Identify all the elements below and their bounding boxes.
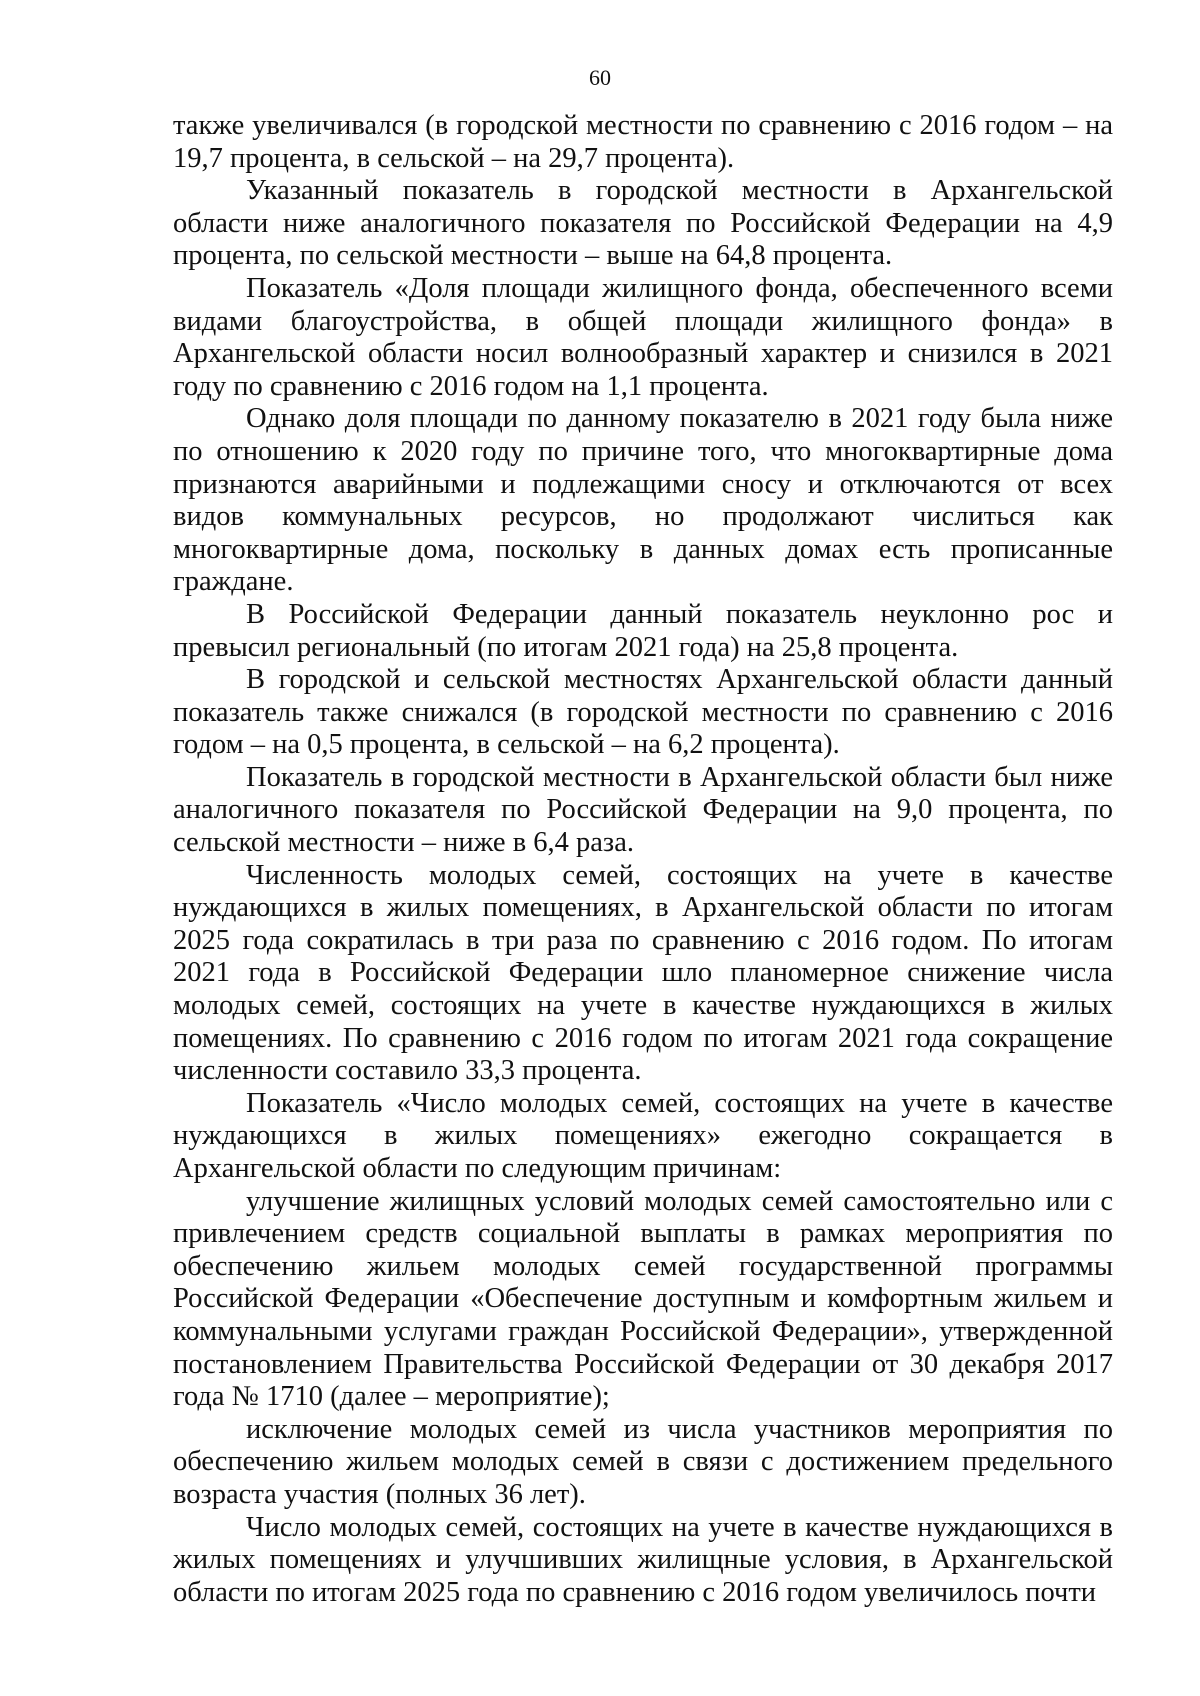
page-number: 60 [589,65,611,90]
paragraph: Численность молодых семей, состоящих на учете в качестве нуждающихся в жилых помещениях, в Архангельской области по итогам 2025 года сократилась в три раза по сравнению с 2016 годом. По итогам 2021 года в Российской Федерации шло планомерное снижение числа молодых семей, состоящих на учете в качестве нуждающихся в жилых помещениях. По сравнению с 2016 годом по итогам 2021 года сокращение численности составило 33,3 процента. [173,859,1113,1087]
document-body [173,110,1113,1609]
list-item: исключение молодых семей из числа участников мероприятия по обеспечению жильем молодых семей в связи с достижением предельного возраста участия (полных 36 лет). [173,1413,1113,1510]
paragraph: также увеличивался (в городской местности по сравнению с 2016 годом – на 19,7 процента, в сельской – на 29,7 процента). [173,110,1113,174]
paragraph: В Российской Федерации данный показатель неуклонно рос и превысил региональный (по итогам 2021 года) на 25,8 процента. [173,598,1113,663]
paragraph: Число молодых семей, состоящих на учете в качестве нуждающихся в жилых помещениях и улучшивших жилищные условия, в Архангельской области по итогам 2025 года по сравнению с 2016 годом увеличилось почти [173,1511,1113,1608]
paragraph: Показатель «Доля площади жилищного фонда, обеспеченного всеми видами благоустройства, в общей площади жилищного фонда» в Архангельской области носил волнообразный характер и снизился в 2021 году по сравнению с 2016 годом на 1,1 процента. [173,272,1113,402]
paragraph: Однако доля площади по данному показателю в 2021 году была ниже по отношению к 2020 году по причине того, что многоквартирные дома признаются аварийными и подлежащими сносу и отключаются от всех видов коммунальных ресурсов, но продолжают числиться как многоквартирные дома, поскольку в данных домах есть прописанные граждане. [173,403,1113,598]
paragraph: В городской и сельской местностях Архангельской области данный показатель также снижался (в городской местности по сравнению с 2016 годом – на 0,5 процента, в сельской – на 6,2 процента). [173,664,1113,761]
paragraph: Показатель «Число молодых семей, состоящих на учете в качестве нуждающихся в жилых помещениях» ежегодно сокращается в Архангельской области по следующим причинам: [173,1087,1113,1184]
paragraph: Показатель в городской местности в Архангельской области был ниже аналогичного показателя по Российской Федерации на 9,0 процента, по сельской местности – ниже в 6,4 раза. [173,761,1113,859]
paragraph: Указанный показатель в городской местности в Архангельской области ниже аналогичного показателя по Российской Федерации на 4,9 процента, по сельской местности – выше на 64,8 процента. [173,175,1113,272]
list-item: улучшение жилищных условий молодых семей самостоятельно или с привлечением средств социальной выплаты в рамках мероприятия по обеспечению жильем молодых семей государственной программы Российской Федерации «Обеспечение доступным и комфортным жильем и коммунальными услугами граждан Российской Федерации», утвержденной постановлением Правительства Российской Федерации от 30 декабря 2017 года № 1710 (далее – мероприятие); [173,1185,1113,1413]
